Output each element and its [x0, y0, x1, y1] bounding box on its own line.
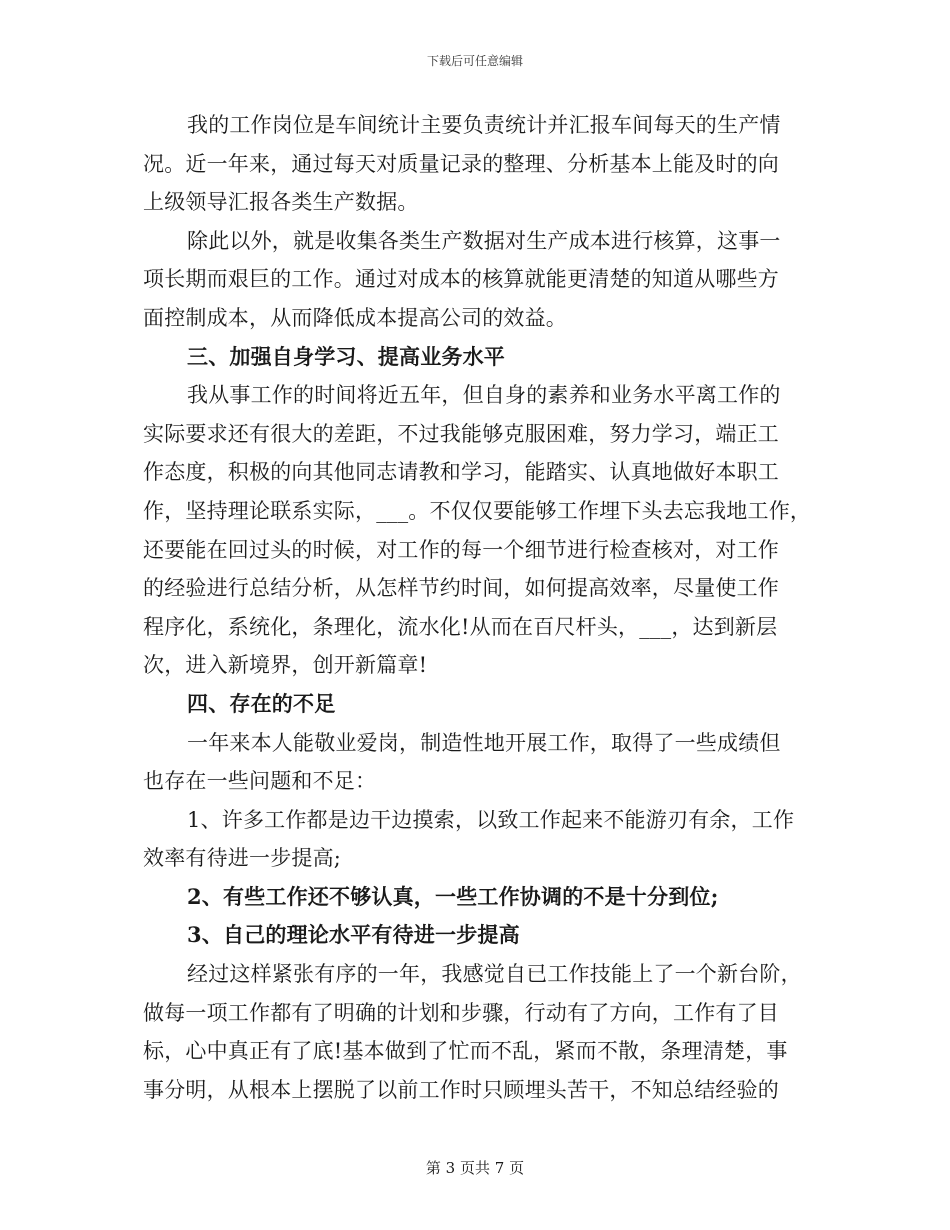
text-line: 标，心中真正有了底!基本做到了忙而不乱，紧而不散，条理清楚，事 [143, 1039, 788, 1064]
section-heading: 四、存在的不足 [187, 690, 336, 716]
text-line: 况。近一年来，通过每天对质量记录的整理、分析基本上能及时的向 [143, 151, 779, 176]
text-line: 我的工作岗位是车间统计主要负责统计并汇报车间每天的生产情 [187, 113, 781, 137]
section-heading: 2、有些工作还不够认真，一些工作协调的不是十分到位; [187, 883, 719, 909]
page-header: 下载后可任意编辑 [426, 54, 523, 68]
text-line: 面控制成本，从而降低成本提高公司的效益。 [143, 305, 567, 330]
text-line: 作，坚持理论联系实际，___。不仅仅要能够工作埋下头去忘我地工作， [143, 498, 812, 523]
document-body [143, 106, 815, 1109]
text-line: 做每一项工作都有了明确的计划和步骤，行动有了方向，工作有了目 [143, 1000, 779, 1025]
text-line: 次，进入新境界，创开新篇章! [143, 653, 428, 678]
text-line: 项长期而艰巨的工作。通过对成本的核算就能更清楚的知道从哪些方 [143, 267, 779, 292]
page-number: 第 3 页共 7 页 [425, 1159, 525, 1177]
text-line: 我从事工作的时间将近五年，但自身的素养和业务水平离工作的 [187, 383, 781, 408]
text-line: 实际要求还有很大的差距，不过我能够克服困难，努力学习，端正工 [143, 421, 779, 446]
text-line: 上级领导汇报各类生产数据。 [143, 190, 419, 215]
text-line: 事分明，从根本上摆脱了以前工作时只顾埋头苦干，不知总结经验的 [143, 1077, 779, 1102]
text-line: 经过这样紧张有序的一年，我感觉自已工作技能上了一个新台阶， [187, 962, 802, 987]
text-line: 除此以外，就是收集各类生产数据对生产成本进行核算，这事一 [187, 228, 781, 253]
text-line: 效率有待进一步提高; [143, 846, 342, 871]
text-line: 1、许多工作都是边干边摸索，以致工作起来不能游刃有余，工作 [187, 807, 795, 832]
section-heading: 3、自己的理论水平有待进一步提高 [187, 922, 520, 948]
text-line: 程序化，系统化，条理化，流水化!从而在百尺杆头，___，达到新层 [143, 614, 778, 639]
text-line: 的经验进行总结分析，从怎样节约时间，如何提高效率，尽量使工作 [143, 576, 779, 601]
text-line: 还要能在回过头的时候，对工作的每一个细节进行检查核对，对工作 [143, 537, 779, 562]
text-line: 作态度，积极的向其他同志请教和学习，能踏实、认真地做好本职工 [143, 460, 779, 485]
text-line: 一年来本人能敬业爱岗，制造性地开展工作，取得了一些成绩但 [187, 730, 781, 755]
section-heading: 三、加强自身学习、提高业务水平 [187, 343, 505, 369]
text-line: 也存在一些问题和不足： [143, 769, 377, 794]
